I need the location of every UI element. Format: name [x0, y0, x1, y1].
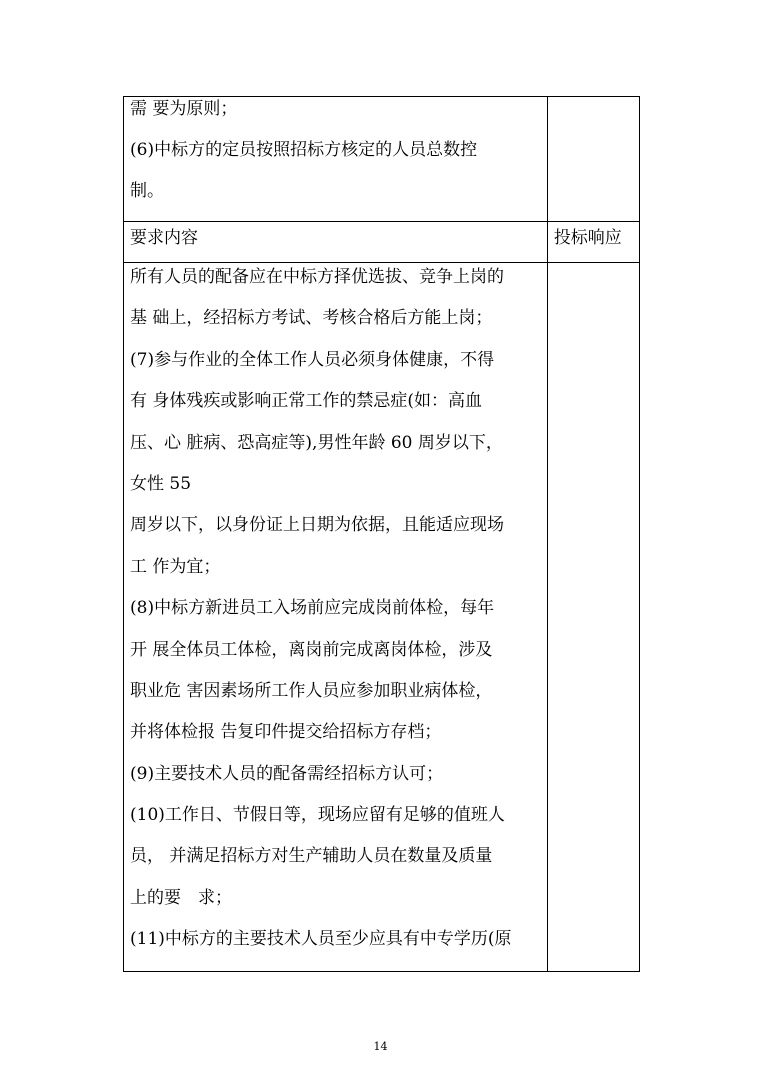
text-line: 职业危 害因素场所工作人员应参加职业病体检， — [130, 680, 493, 701]
page-number: 14 — [373, 1040, 388, 1053]
text-line: (11)中标方的主要技术人员至少应具有中专学历(原 — [130, 929, 512, 950]
text-line: (9)主要技术人员的配备需经招标方认可； — [130, 763, 444, 784]
requirements-table — [123, 96, 640, 972]
text-line: 员， 并满足招标方对生产辅助人员在数量及质量 — [130, 846, 493, 867]
text-line: (7)参与作业的全体工作人员必须身体健康，不得 — [130, 349, 495, 370]
text-line: (6)中标方的定员按照招标方核定的人员总数控 — [130, 140, 478, 160]
requirement-header: 要求内容 — [130, 228, 198, 248]
text-line: 所有人员的配备应在中标方择优选拔、竞争上岗的 — [130, 267, 504, 287]
table-row — [124, 97, 640, 222]
text-line: 基 础上，经招标方考试、考核合格后方能上岗； — [130, 308, 493, 329]
text-line: 周岁以下，以身份证上日期为依据，且能适应现场 — [130, 515, 504, 536]
table-row — [124, 263, 640, 972]
header-row — [124, 222, 640, 263]
text-line: 女性 55 — [130, 473, 192, 494]
text-line: 压、心 脏病、恐高症等),男性年龄 60 周岁以下， — [130, 432, 503, 453]
text-line: 有 身体残疾或影响正常工作的禁忌症(如：高血 — [130, 391, 483, 412]
requirement-cell — [124, 263, 548, 972]
text-line: 并将体检报 告复印件提交给招标方存档； — [130, 722, 442, 743]
response-cell — [547, 97, 639, 222]
text-line: 开 展全体员工体检，离岗前完成离岗体检，涉及 — [130, 639, 493, 660]
requirement-cell — [124, 97, 548, 222]
requirement-text — [124, 97, 547, 202]
text-line: 制。 — [130, 181, 164, 201]
requirement-header-cell — [124, 222, 548, 263]
response-header-cell — [547, 222, 639, 263]
requirement-text — [124, 263, 547, 950]
text-line: (8)中标方新进员工入场前应完成岗前体检，每年 — [130, 598, 495, 619]
response-cell — [547, 263, 639, 972]
text-line: 工 作为宜； — [130, 556, 221, 577]
text-line: (10)工作日、节假日等，现场应留有足够的值班人 — [130, 805, 505, 826]
text-line: 需 要为原则； — [130, 99, 238, 119]
text-line: 上的要 求； — [130, 887, 232, 908]
response-header: 投标响应 — [553, 228, 622, 248]
